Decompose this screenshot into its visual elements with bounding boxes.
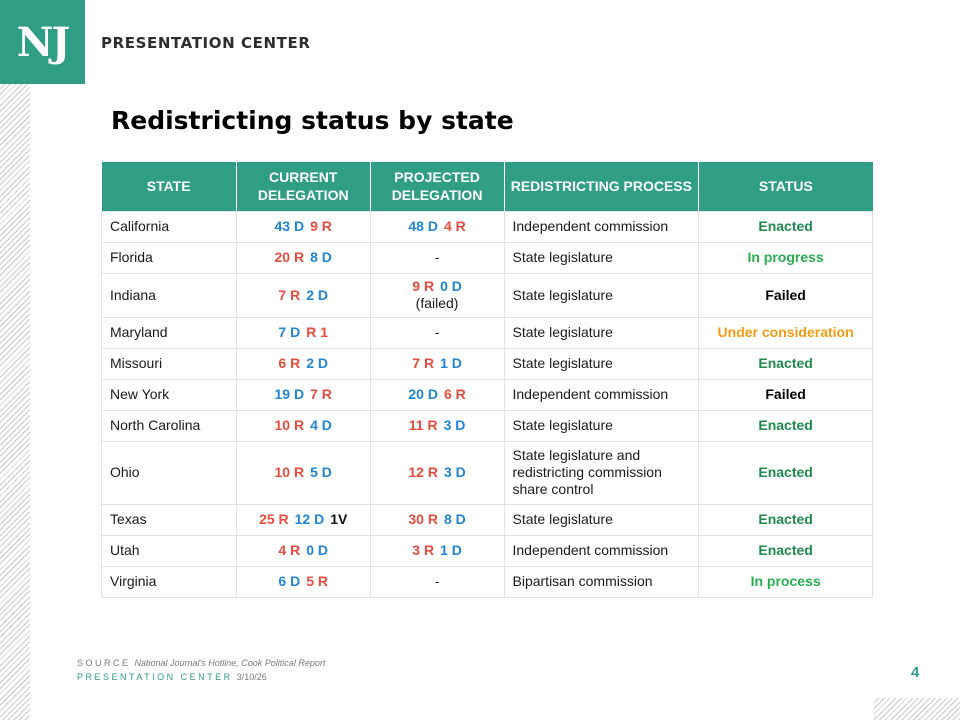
table-row [102,535,873,566]
column-header-projected-delegation: PROJECTED DELEGATION [370,162,504,211]
decorative-hatch-bottom-right [874,698,960,720]
table-header-row [102,162,873,211]
table-row [102,410,873,441]
process-cell: Bipartisan commission [504,566,699,597]
projected-delegation-cell [370,242,504,273]
seat-count: 5 R [306,573,328,589]
table-row [102,441,873,504]
table-row [102,211,873,242]
status-cell: Enacted [699,410,873,441]
seat-count: 7 D [278,324,301,340]
seat-count: 12 R [408,464,438,480]
seat-count: 10 R [274,464,305,480]
current-delegation-cell [236,441,370,504]
process-cell: State legislature [504,317,699,348]
state-cell: Missouri [102,348,237,379]
seat-count: 7 R [412,355,435,371]
projected-delegation-cell [370,379,504,410]
state-cell: Ohio [102,441,237,504]
seat-count: 0 D [306,542,328,558]
seat-count: 8 D [443,511,466,527]
seat-count: 7 R [278,286,301,303]
column-header-current-delegation: CURRENT DELEGATION [236,162,370,211]
current-delegation-cell [236,211,370,242]
process-cell: State legislature [504,504,699,535]
status-cell: Under consideration [699,317,873,348]
status-cell: Failed [699,273,873,317]
process-cell: Independent commission [504,379,699,410]
state-cell: California [102,211,237,242]
seat-count: 0 D [440,278,462,294]
table-row [102,317,873,348]
footer-center-label: PRESENTATION CENTER [77,672,233,682]
seat-count: 48 D [408,218,438,234]
seat-count: 1V [330,511,348,527]
state-cell: Maryland [102,317,237,348]
brand-label: PRESENTATION CENTER [101,34,311,52]
projected-delegation-cell [370,273,504,317]
seat-count: 6 R [443,386,466,402]
source-line [77,658,325,668]
nj-logo: NJ [0,0,85,84]
projected-delegation-cell [370,317,504,348]
seat-count: 9 R [412,278,435,294]
seat-count: 20 D [408,386,438,402]
current-delegation-cell [236,242,370,273]
footer-line [77,672,267,682]
process-cell: State legislature [504,273,699,317]
seat-count: 20 R [274,249,305,265]
process-cell: State legislature [504,410,699,441]
table-row [102,379,873,410]
current-delegation-cell [236,535,370,566]
process-cell: Independent commission [504,211,699,242]
seat-count: 30 R [408,511,438,527]
seat-count: 12 D [294,511,325,527]
status-cell: Enacted [699,441,873,504]
seat-count: 3 D [443,417,466,433]
page-number: 4 [911,664,920,681]
seat-count: R 1 [306,324,328,340]
redistricting-table [101,162,873,598]
seat-count: 5 D [310,464,332,480]
seat-count: 10 R [274,417,305,433]
seat-count: 4 R [443,218,466,234]
status-cell: Enacted [699,535,873,566]
table-row [102,504,873,535]
status-cell: In progress [699,242,873,273]
state-cell: North Carolina [102,410,237,441]
column-header-state: STATE [102,162,237,211]
current-delegation-cell [236,273,370,317]
current-delegation-cell [236,317,370,348]
process-cell: State legislature and redistricting commission share control [504,441,699,504]
status-cell: Failed [699,379,873,410]
column-header-status: STATUS [699,162,873,211]
seat-count: 43 D [274,218,305,234]
seat-count: 4 D [310,417,332,433]
state-cell: Virginia [102,566,237,597]
process-cell: Independent commission [504,535,699,566]
state-cell: Indiana [102,273,237,317]
current-delegation-cell [236,410,370,441]
seat-count: 9 R [310,218,332,234]
seat-count: 2 D [306,355,328,371]
state-cell: Texas [102,504,237,535]
current-delegation-cell [236,566,370,597]
seat-count: 7 R [310,386,332,402]
seat-count: 3 D [443,464,466,480]
table-row [102,242,873,273]
seat-count: 6 R [278,355,301,371]
seat-count: 1 D [440,355,462,371]
decorative-hatch-left [0,84,30,720]
status-cell: In process [699,566,873,597]
no-projection-dash: - [434,249,440,265]
seat-count: 1 D [440,542,462,558]
table-body [102,211,873,597]
status-cell: Enacted [699,348,873,379]
table-row [102,566,873,597]
projected-delegation-cell [370,566,504,597]
state-cell: New York [102,379,237,410]
process-cell: State legislature [504,242,699,273]
seat-count: 4 R [278,542,301,558]
seat-count: 6 D [278,573,301,589]
current-delegation-cell [236,379,370,410]
projected-delegation-cell [370,441,504,504]
no-projection-dash: - [434,573,440,589]
current-delegation-cell [236,348,370,379]
projected-delegation-cell [370,410,504,441]
projected-delegation-cell [370,211,504,242]
state-cell: Florida [102,242,237,273]
projected-delegation-cell [370,504,504,535]
seat-count: 8 D [310,249,332,265]
seat-count: 19 D [274,386,305,402]
table-row [102,348,873,379]
no-projection-dash: - [434,324,440,340]
page-title: Redistricting status by state [111,106,514,135]
seat-count: 11 R [408,417,438,433]
projection-note: (failed) [415,295,459,311]
status-cell: Enacted [699,211,873,242]
current-delegation-cell [236,504,370,535]
seat-count: 2 D [306,286,328,303]
column-header-redistricting-process: REDISTRICTING PROCESS [504,162,699,211]
footer-date: 3/10/26 [236,672,267,682]
projected-delegation-cell [370,348,504,379]
seat-count: 3 R [412,542,435,558]
seat-count: 25 R [259,511,289,527]
state-cell: Utah [102,535,237,566]
table-row [102,273,873,317]
source-label: SOURCE [77,658,131,668]
source-text: National Journal's Hotline, Cook Political Report [134,658,326,668]
process-cell: State legislature [504,348,699,379]
status-cell: Enacted [699,504,873,535]
projected-delegation-cell [370,535,504,566]
